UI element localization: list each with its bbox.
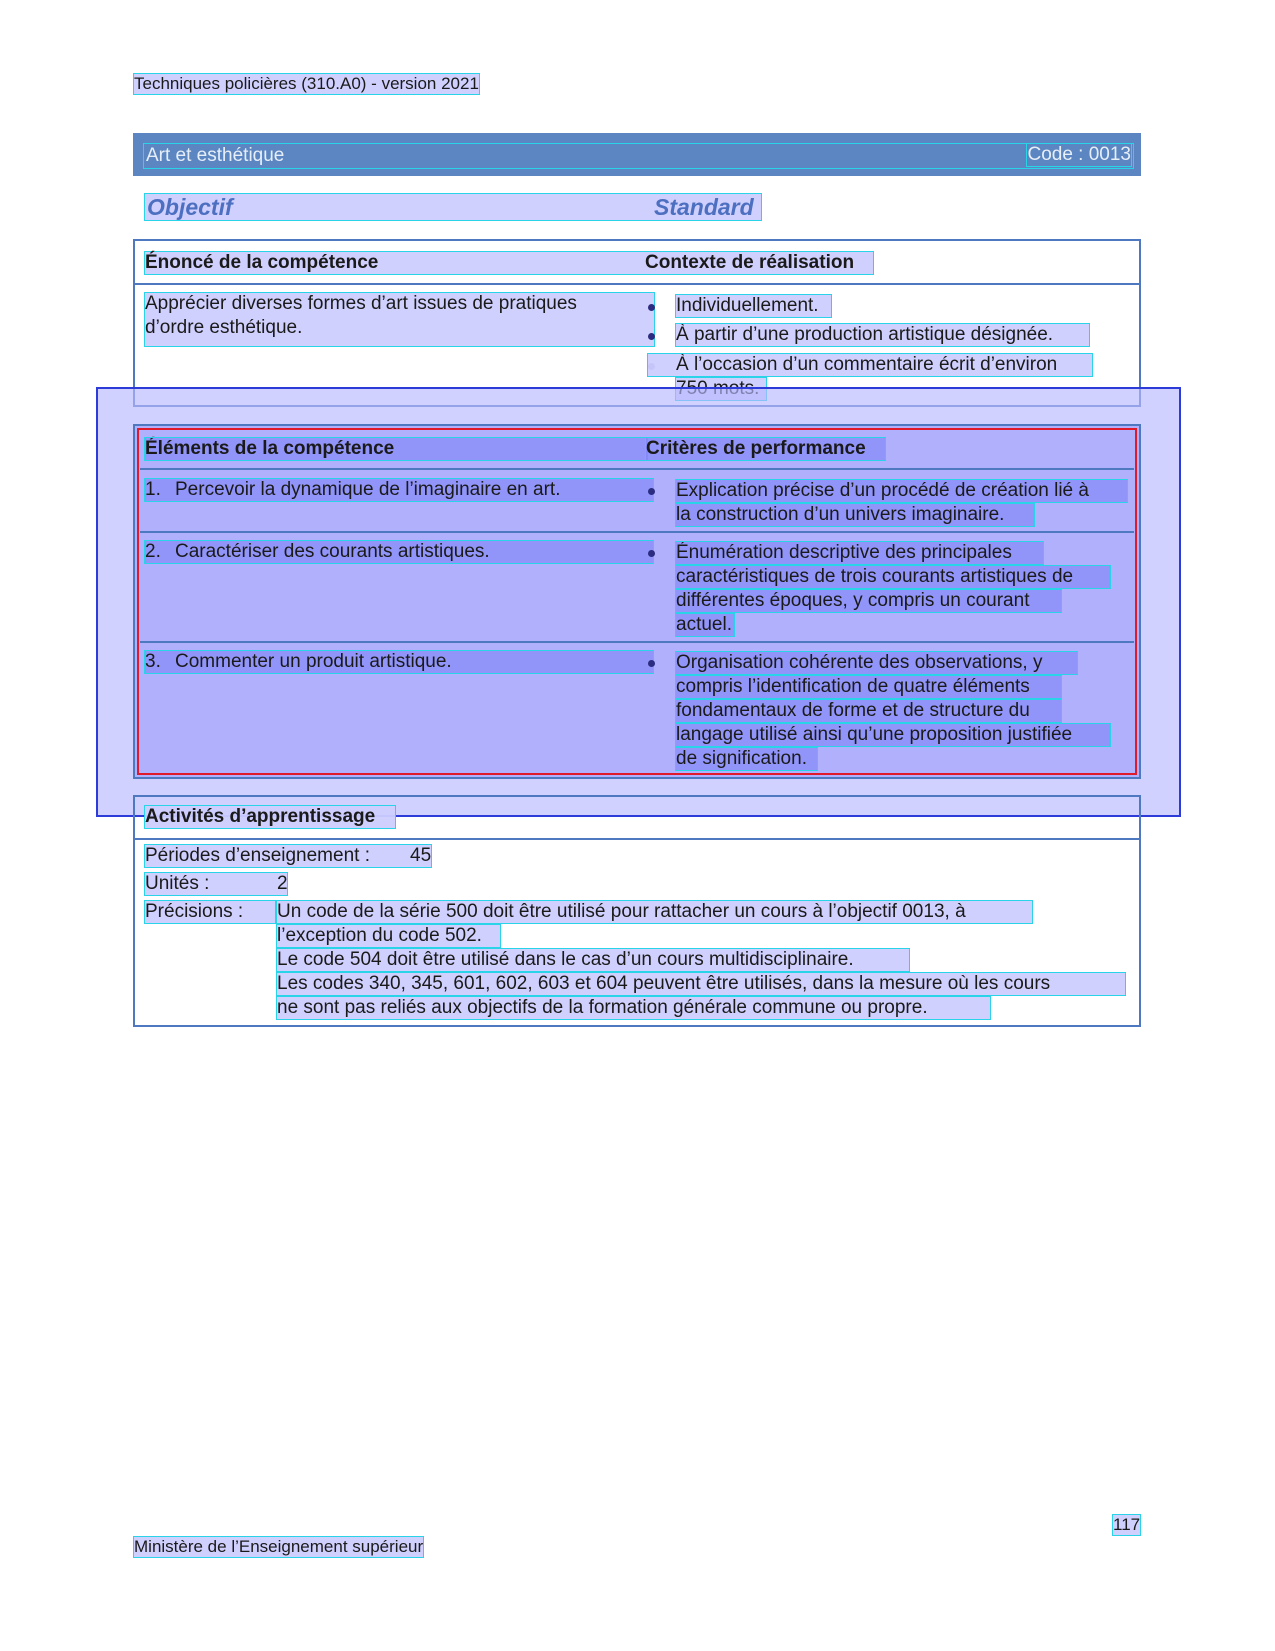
element-text: Percevoir la dynamique de l’imaginaire en art. (175, 479, 561, 500)
critere-line: actuel. (676, 614, 734, 636)
precisions-line: Un code de la série 500 doit être utilisé pour rattacher un cours à l’objectif 0013, à (277, 901, 1032, 923)
precisions-line: l’exception du code 502. (277, 925, 500, 947)
objective-standard-row (145, 194, 761, 220)
element-item (145, 651, 653, 673)
bullet-icon (648, 660, 655, 667)
divider (140, 531, 1134, 533)
bullet-icon (648, 550, 655, 557)
divider (140, 641, 1134, 643)
unites-value: 2 (277, 873, 288, 894)
bullet-icon (648, 304, 655, 311)
divider (135, 283, 1139, 285)
unites-row (145, 873, 287, 895)
element-text: Caractériser des courants artistiques. (175, 541, 490, 562)
enonce-text (145, 293, 654, 346)
critere-line: caractéristiques de trois courants artistiques de (676, 566, 1110, 588)
precisions-line: Le code 504 doit être utilisé dans le cas d’un cours multidisciplinaire. (277, 949, 909, 971)
critere-line: langage utilisé ainsi qu’une proposition justifiée (676, 724, 1110, 746)
element-number: 1. (145, 479, 161, 500)
enonce-line: Apprécier diverses formes d’art issues de pratiques (145, 293, 577, 314)
contexte-item: À partir d’une production artistique désignée. (676, 324, 1089, 346)
element-item (145, 541, 653, 563)
periodes-label: Périodes d’enseignement : (145, 845, 370, 866)
critere-line: la construction d’un univers imaginaire. (676, 504, 1034, 526)
precisions-label: Précisions : (145, 901, 275, 923)
course-title: Art et esthétique (144, 144, 1133, 168)
element-number: 3. (145, 651, 161, 672)
competence-header-row (145, 252, 873, 274)
criteres-header: Critères de performance (646, 438, 885, 460)
periodes-row (145, 845, 431, 867)
divider (135, 838, 1139, 840)
document-header: Techniques policières (310.A0) - version 2021 (134, 74, 479, 93)
course-code: Code : 0013 (1027, 144, 1131, 165)
unites-label: Unités : (145, 873, 210, 894)
divider (140, 468, 1134, 470)
contexte-item: À l’occasion d’un commentaire écrit d’environ (648, 354, 1092, 376)
critere-line: différentes époques, y compris un courant (676, 590, 1061, 612)
page-number: 117 (1113, 1515, 1141, 1534)
bullet-icon (648, 488, 655, 495)
contexte-item: Individuellement. (676, 295, 831, 317)
footer-ministry: Ministère de l’Enseignement supérieur (134, 1537, 424, 1556)
element-number: 2. (145, 541, 161, 562)
element-text: Commenter un produit artistique. (175, 651, 452, 672)
standard-label: Standard (654, 194, 754, 220)
critere-line: Énumération descriptive des principales (676, 542, 1043, 564)
bullet-icon (648, 333, 655, 340)
critere-line: Organisation cohérente des observations, y (676, 652, 1077, 674)
critere-line: Explication précise d’un procédé de création lié à (676, 480, 1127, 502)
contexte-header: Contexte de réalisation (645, 252, 855, 273)
critere-line: de signification. (676, 748, 817, 770)
enonce-header: Énoncé de la compétence (145, 252, 379, 273)
objectif-label: Objectif (147, 194, 233, 220)
element-item (145, 479, 653, 501)
elements-header: Éléments de la compétence (145, 438, 647, 460)
periodes-value: 45 (410, 845, 432, 866)
critere-line: fondamentaux de forme et de structure du (676, 700, 1061, 722)
critere-line: compris l’identification de quatre éléments (676, 676, 1061, 698)
enonce-line: d’ordre esthétique. (145, 317, 303, 338)
activities-header: Activités d’apprentissage (145, 806, 395, 828)
precisions-line: Les codes 340, 345, 601, 602, 603 et 604 peuvent être utilisés, dans la mesure où les cours (277, 973, 1125, 995)
precisions-line: ne sont pas reliés aux objectifs de la formation générale commune ou propre. (277, 997, 990, 1019)
